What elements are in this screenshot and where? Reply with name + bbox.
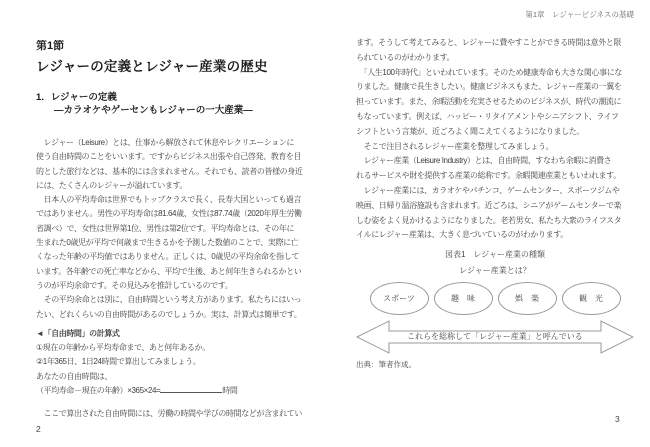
body-line: シフトという言葉が、近ごろよく聞こえてくるようになりました。	[356, 126, 584, 136]
closing-line: ここで算出された自由時間には、労働の時間や学びの時間などが含まれてい	[36, 409, 302, 419]
ellipse-tourism: 観 光	[562, 282, 621, 315]
section-title: レジャーの定義とレジャー産業の歴史	[36, 59, 268, 74]
formula-step: ②1年365日、1日24時間で算出してみましょう。	[36, 357, 201, 367]
figure-caption: 図表1 レジャー産業の種類	[444, 250, 546, 260]
page-number-right: 3	[615, 414, 620, 424]
body-line: もなっています。例えば、ハッピー・リタイアメントやシニアシフト、ライフ	[356, 111, 619, 121]
double-arrow-banner	[356, 318, 634, 356]
right-page	[356, 10, 634, 435]
body-line: られているのがわかります。	[356, 52, 455, 62]
category-ellipses	[356, 282, 634, 315]
formula-title: ◄「自由時間」の計算式	[36, 328, 120, 338]
subsection-title: 1．レジャーの定義	[36, 92, 117, 103]
figure-subtitle: レジャー産業とは？	[459, 266, 531, 276]
body-line: くなった年齢の平均値ではありません。正しくは、0歳児の平均余命を指して	[36, 252, 299, 262]
body-line: ます。そうして考えてみると、レジャーに費やすことができる時間は意外と限	[356, 38, 621, 47]
page-number-left: 2	[36, 424, 41, 434]
body-line: 生まれた0歳児が平均で何歳まで生きるかを予測した数値のことで、実際に亡	[36, 238, 299, 248]
ellipse-entertainment: 娯 楽	[498, 282, 557, 315]
body-line: りました。健康で長生きしたい。健康ビジネスもまた、レジャー産業の一翼を	[356, 82, 622, 92]
free-time-formula-box	[36, 327, 326, 398]
body-line: には、たくさんのレジャーが溢れています。	[36, 180, 187, 190]
body-line: たい、どれくらいの自由時間があるのでしょうか。実は、計算式は簡単です。	[36, 309, 302, 319]
formula-step: あなたの自由時間は、	[36, 371, 112, 381]
left-body-text	[36, 136, 326, 322]
body-line: レジャー産業には、カラオケやパチンコ、ゲームセンター、スポーツジムや	[356, 185, 620, 195]
body-line: そこで注目されるレジャー産業を整理してみましょう。	[356, 141, 554, 151]
body-line: ではありません。男性の平均寿命は81.64歳、女性は87.74歳（2020年厚生労働	[36, 209, 302, 219]
arrow-label: これらを総称して「レジャー産業」と呼んでいる	[407, 332, 583, 342]
body-line: 「人生100年時代」といわれています。そのため健康寿命も大きな関心事にな	[356, 67, 622, 77]
body-line: います。各年齢での死亡率などから、平均で生後、あと何年生きられるかとい	[36, 266, 302, 276]
body-line: れるサービスや財を提供する産業の総称です。余暇関連産業ともいわれます。	[356, 171, 621, 181]
fill-in-blank	[160, 384, 222, 393]
figure-leisure-industry-types	[356, 249, 634, 370]
section-label: 第1節	[36, 40, 65, 52]
body-line: 省調べ）で、女性は世界第1位、男性は第2位です。平均寿命とは、その年に	[36, 223, 295, 233]
ellipse-sports: スポーツ	[370, 282, 429, 315]
body-line: 的とした旅行などは、基本的には含まれません。それでも、読者の皆様の身近	[36, 166, 303, 176]
running-header: 第1章 レジャービジネスの基礎	[525, 10, 634, 19]
body-line: レジャー産業（Leisure Industry）とは、自由時間、すなわち余暇に消費さ	[356, 156, 612, 166]
body-line: 使う自由時間のことをいいます。ですからビジネス出張や自己啓発、教育を目	[36, 152, 302, 162]
left-pointer-icon: ◄	[36, 328, 44, 338]
body-line: 映画、日帰り温浴施設も含まれます。近ごろは、シニアがゲームセンターで楽	[356, 200, 622, 210]
body-line: 担っています。また、余暇活動を充実させるためのビジネスが、時代の潮流に	[356, 97, 622, 107]
right-body-text	[356, 36, 634, 243]
figure-source: 出典：筆者作成。	[356, 360, 416, 370]
ellipse-hobby: 趣 味	[434, 282, 493, 315]
left-page	[36, 40, 326, 435]
formula-step: ①現在の年齢から平均寿命まで、あと何年あるか。	[36, 343, 210, 353]
body-line: イルにレジャー産業は、大きく息づいているのがわかります。	[356, 230, 568, 240]
body-line: しむ姿をよく見かけるようになりました。老若男女、私たち大衆のライフスタ	[356, 215, 622, 225]
formula-equation: （平均寿命－現在の年齢）×365×24= 時間	[36, 386, 238, 396]
body-line: 日本人の平均寿命は世界でもトップクラスで長く、長寿大国といっても過言	[36, 195, 302, 205]
subsection-subtitle: ―カラオケやゲーセンもレジャーの一大産業―	[54, 105, 253, 116]
body-line: レジャー（Leisure）とは、仕事から解放されて休息やレクリエーションに	[36, 138, 295, 147]
body-line: その平均余命とは別に、自由時間という考え方があります。私たちにはいっ	[36, 295, 302, 305]
body-line: うのが平均余命です。その見込みを推計しているのです。	[36, 280, 233, 290]
